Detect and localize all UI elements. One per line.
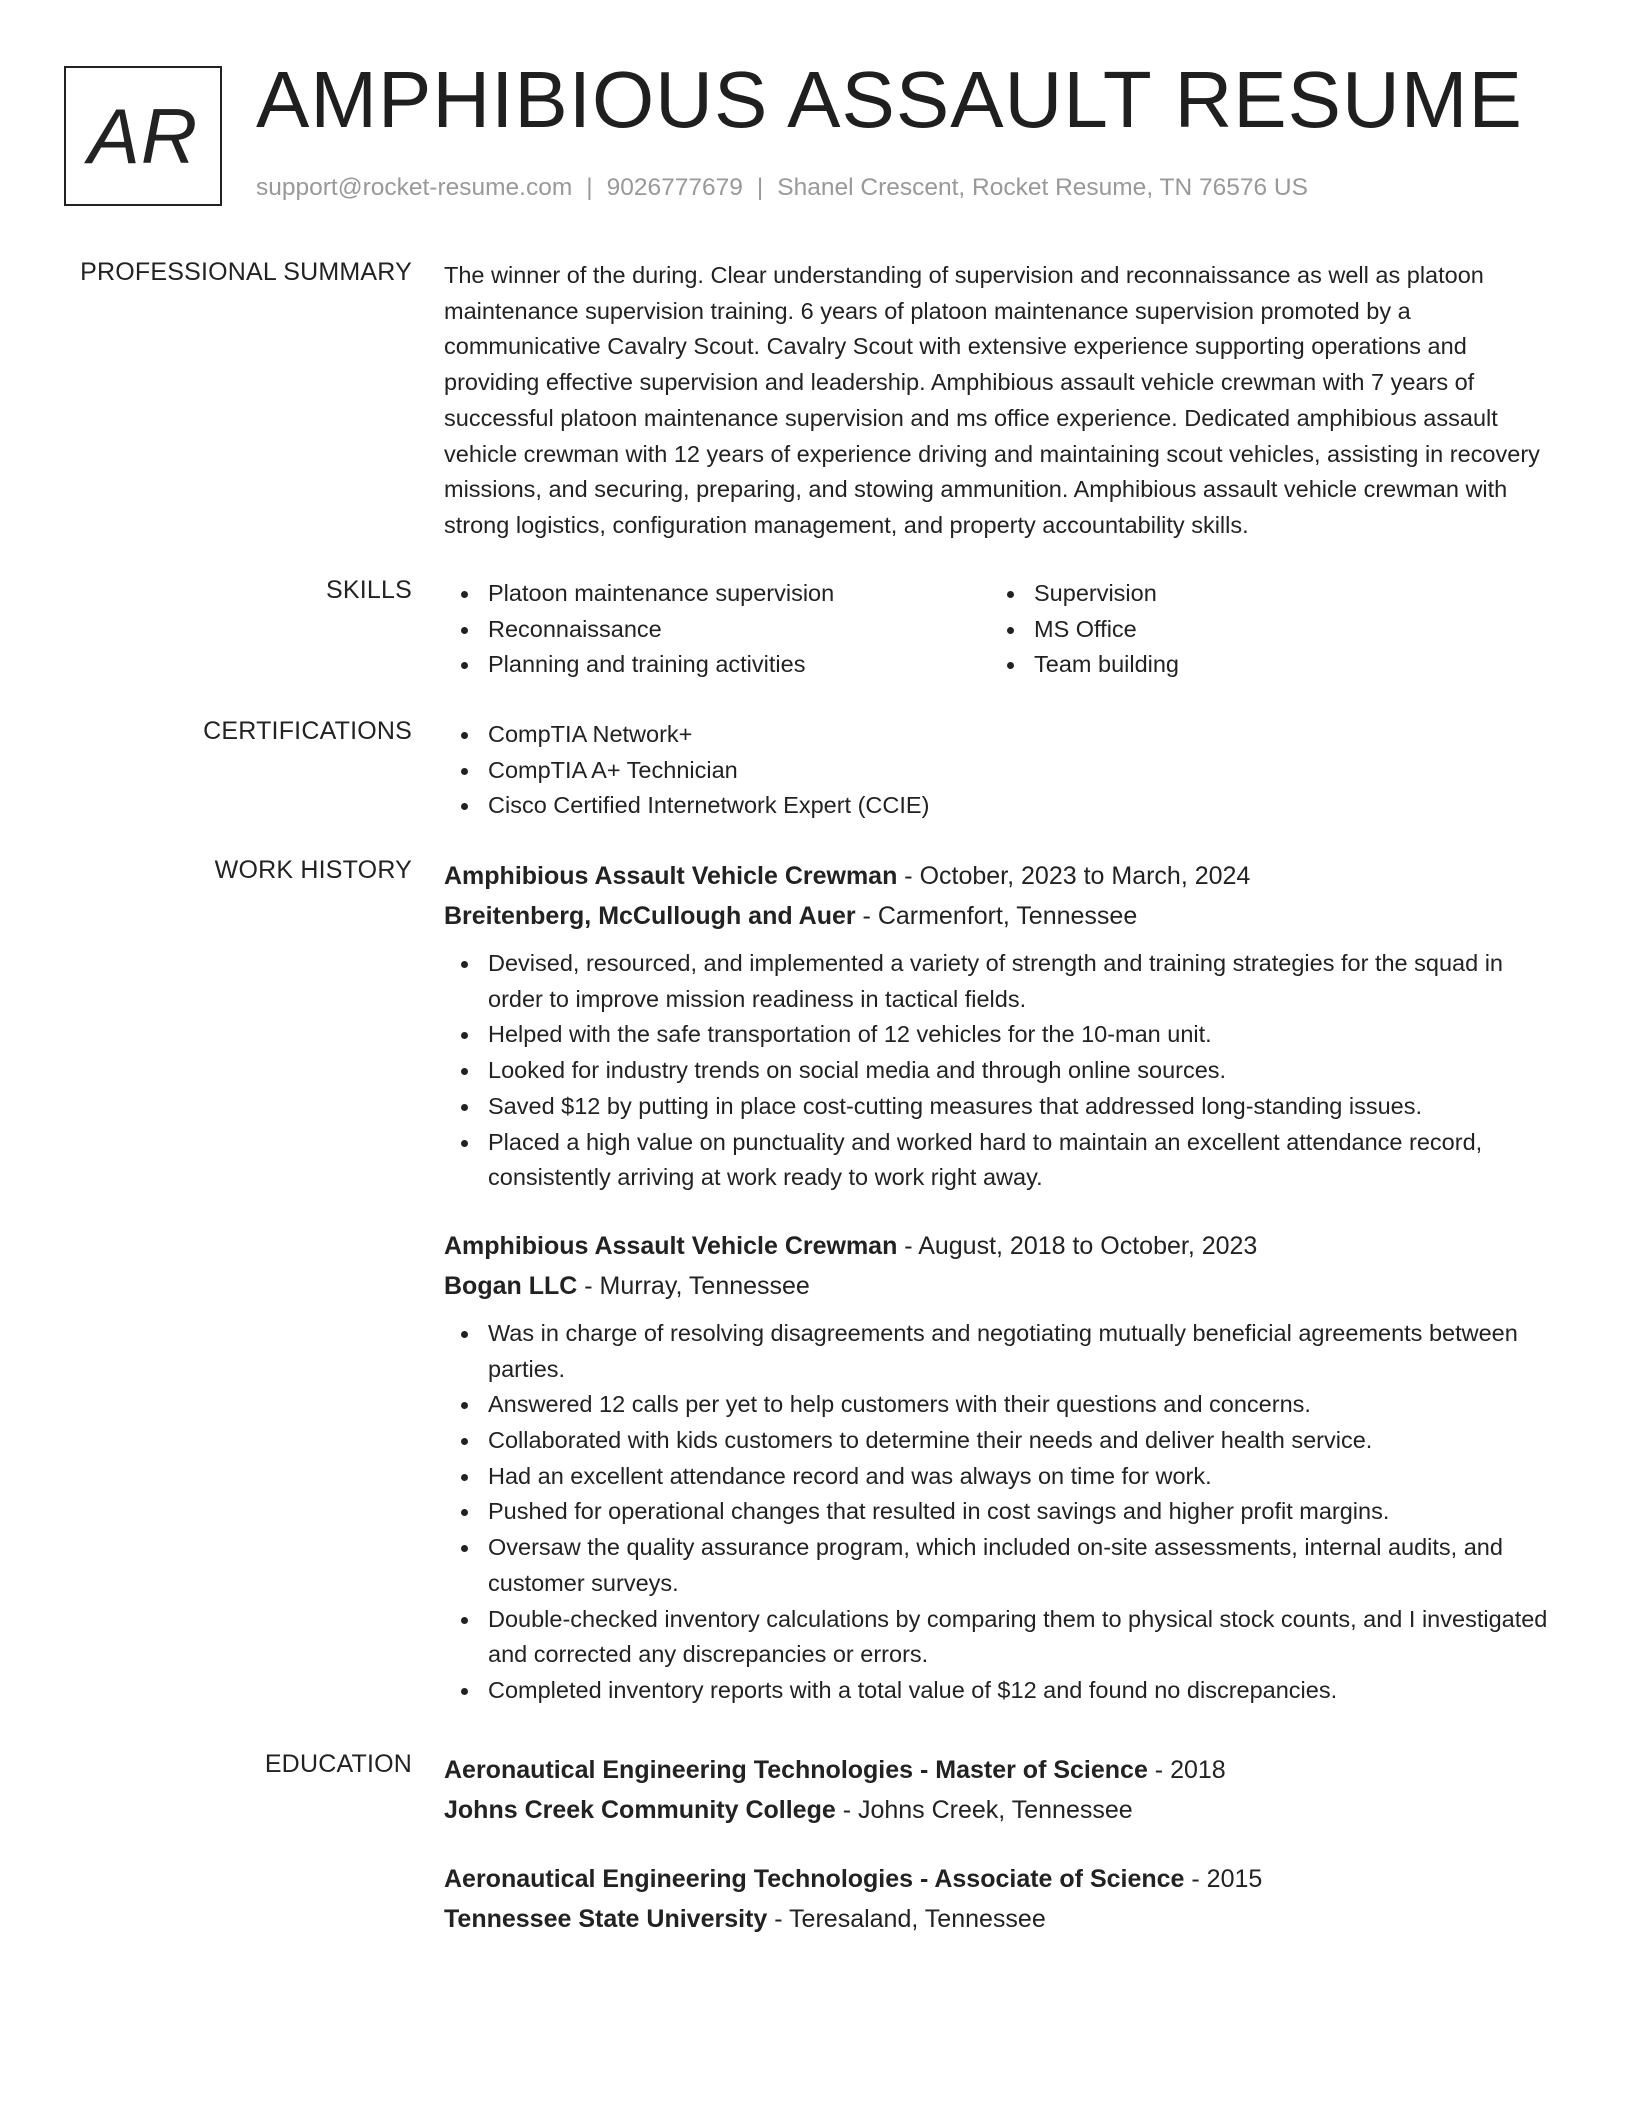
section-label-work-history: WORK HISTORY [214, 856, 412, 884]
education-year: - 2015 [1184, 1865, 1263, 1893]
education-degree-line [444, 1750, 1560, 1790]
education-school: Tennessee State University [444, 1905, 768, 1933]
education-entry [444, 1750, 1560, 1830]
education-entry [444, 1859, 1560, 1939]
skill-item: MS Office [990, 612, 1536, 648]
contact-email[interactable]: support@rocket-resume.com [256, 174, 573, 201]
skills-column-2 [990, 576, 1536, 683]
job-bullet: Double-checked inventory calculations by comparing them to physical stock counts, and I investigated and corrected any discrepancies or errors. [444, 1602, 1560, 1673]
skill-item: Reconnaissance [444, 612, 990, 648]
contact-separator: | [586, 174, 593, 201]
job-title: Amphibious Assault Vehicle Crewman [444, 1231, 898, 1260]
job-bullets [444, 946, 1560, 1196]
job-bullet: Helped with the safe transportation of 12 vehicles for the 10-man unit. [444, 1017, 1560, 1053]
job-entry [444, 856, 1560, 1196]
education-location: - Teresaland, Tennessee [767, 1905, 1046, 1933]
resume-title: AMPHIBIOUS ASSAULT RESUME [256, 55, 1523, 144]
job-entry [444, 1226, 1560, 1709]
education-school: Johns Creek Community College [444, 1796, 836, 1824]
work-history-body [444, 856, 1560, 1709]
education-school-line [444, 1790, 1560, 1830]
contact-address: Shanel Crescent, Rocket Resume, TN 76576 US [777, 174, 1308, 201]
job-location: - Murray, Tennessee [577, 1271, 810, 1300]
education-school-line [444, 1899, 1560, 1939]
certification-item: CompTIA Network+ [444, 717, 1560, 753]
section-label-skills: SKILLS [326, 576, 412, 604]
job-bullet: Oversaw the quality assurance program, which included on-site assessments, internal audits, and customer surveys. [444, 1530, 1560, 1601]
certification-item: Cisco Certified Internetwork Expert (CCIE) [444, 788, 1560, 824]
skill-item: Team building [990, 647, 1536, 683]
job-bullet: Devised, resourced, and implemented a variety of strength and training strategies for the squad in order to improve mission readiness in tactical fields. [444, 946, 1560, 1017]
skill-item: Planning and training activities [444, 647, 990, 683]
education-degree: Aeronautical Engineering Technologies - Master of Science [444, 1756, 1148, 1784]
section-label-education: EDUCATION [264, 1750, 412, 1778]
job-location: - Carmenfort, Tennessee [855, 902, 1138, 930]
skills-grid [444, 576, 1560, 683]
job-company: Breitenberg, McCullough and Auer [444, 902, 856, 930]
job-bullet: Answered 12 calls per yet to help customers with their questions and concerns. [444, 1387, 1560, 1423]
job-bullet: Saved $12 by putting in place cost-cutting measures that addressed long-standing issues. [444, 1089, 1560, 1125]
skill-item: Supervision [990, 576, 1536, 612]
education-year: - 2018 [1147, 1756, 1226, 1784]
job-bullet: Had an excellent attendance record and was always on time for work. [444, 1459, 1560, 1495]
job-title: Amphibious Assault Vehicle Crewman [444, 862, 898, 890]
certification-item: CompTIA A+ Technician [444, 753, 1560, 789]
job-bullet: Placed a high value on punctuality and worked hard to maintain an excellent attendance record, consistently arriving at work ready to work right away. [444, 1125, 1560, 1196]
job-dates: - August, 2018 to October, 2023 [897, 1231, 1258, 1260]
skills-body [444, 576, 1560, 683]
job-title-line [444, 856, 1560, 896]
summary-text: The winner of the during. Clear understanding of supervision and reconnaissance as well as platoon maintenance supervision training. 6 years of platoon maintenance supervision promoted by a communicative Cavalry Scout. Cavalry Scout with extensive experience supporting operations and providing effective supervision and leadership. Amphibious assault vehicle crewman with 7 years of successful platoon maintenance supervision and ms office experience. Dedicated amphibious assault vehicle crewman with 12 years of experience driving and maintaining scout vehicles, assisting in recovery missions, and securing, preparing, and stowing ammunition. Amphibious assault vehicle crewman with strong logistics, configuration management, and property accountability skills. [444, 262, 1540, 538]
certifications-list [444, 717, 1560, 824]
job-company-line [444, 896, 1560, 936]
job-bullet: Collaborated with kids customers to determine their needs and deliver health service. [444, 1423, 1560, 1459]
section-label-certifications: CERTIFICATIONS [203, 717, 412, 745]
job-bullet: Was in charge of resolving disagreements and negotiating mutually beneficial agreements between parties. [444, 1316, 1560, 1387]
education-degree-line [444, 1859, 1560, 1899]
job-company: Bogan LLC [444, 1271, 578, 1300]
monogram: AR [64, 66, 222, 206]
job-dates: - October, 2023 to March, 2024 [897, 862, 1251, 890]
contact-separator: | [756, 174, 764, 201]
job-bullet: Looked for industry trends on social media and through online sources. [444, 1053, 1560, 1089]
certifications-body [444, 717, 1560, 824]
section-label-summary: PROFESSIONAL SUMMARY [80, 258, 412, 286]
education-body [444, 1750, 1560, 1939]
education-location: - Johns Creek, Tennessee [835, 1796, 1133, 1824]
job-bullets [444, 1316, 1560, 1709]
skills-column-1 [444, 576, 990, 683]
job-company-line [444, 1266, 1560, 1306]
job-bullet: Pushed for operational changes that resulted in cost savings and higher profit margins. [444, 1494, 1560, 1530]
contact-phone[interactable]: 9026777679 [606, 174, 743, 201]
job-title-line [444, 1226, 1560, 1266]
skill-item: Platoon maintenance supervision [444, 576, 990, 612]
job-bullet: Completed inventory reports with a total value of $12 and found no discrepancies. [444, 1673, 1560, 1709]
education-degree: Aeronautical Engineering Technologies - Associate of Science [444, 1865, 1185, 1893]
contact-line [256, 174, 1308, 202]
